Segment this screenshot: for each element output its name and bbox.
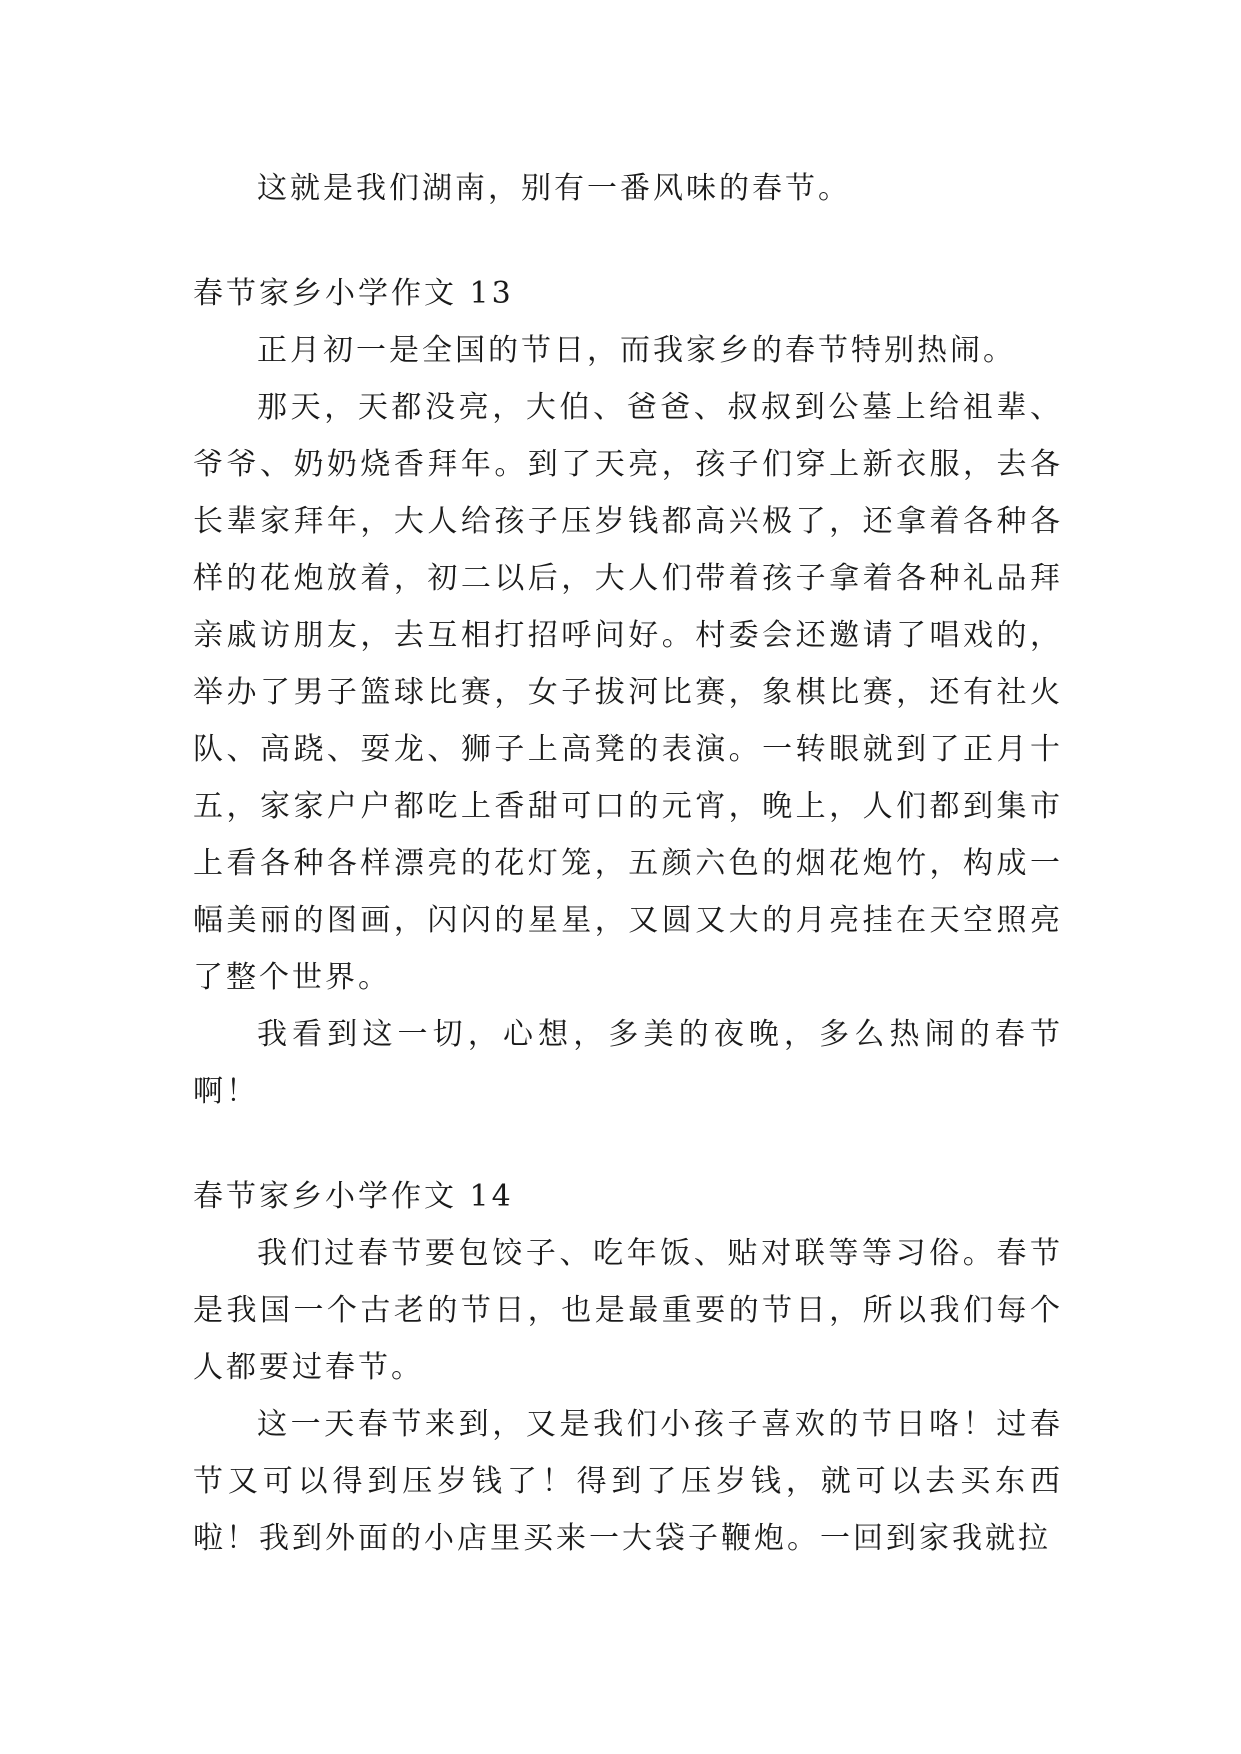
paragraph: 正月初一是全国的节日，而我家乡的春节特别热闹。 [257, 333, 1016, 368]
section-heading-13: 春节家乡小学作文 13 [193, 276, 514, 311]
paragraph: 这一天春节来到，又是我们小孩子喜欢的节日咯！过春节又可以得到压岁钱了！得到了压岁钱，就可以去买东西啦！我到外面的小店里买来一大袋子鞭炮。一回到家我就拉 [193, 1407, 1063, 1556]
intro-paragraph: 这就是我们湖南，别有一番风味的春节。 [257, 171, 851, 206]
paragraph: 那天，天都没亮，大伯、爸爸、叔叔到公墓上给祖辈、爷爷、奶奶烧香拜年。到了天亮，孩子们穿上新衣服，去各长辈家拜年，大人给孩子压岁钱都高兴极了，还拿着各种各样的花炮放着，初二以后，大人们带着孩子拿着各种礼品拜亲戚访朋友，去互相打招呼问好。村委会还邀请了唱戏的，举办了男子篮球比赛，女子拔河比赛，象棋比赛，还有社火队、高跷、耍龙、狮子上高凳的表演。一转眼就到了正月十五，家家户户都吃上香甜可口的元宵，晚上，人们都到集市上看各种各样漂亮的花灯笼，五颜六色的烟花炮竹，构成一幅美丽的图画，闪闪的星星，又圆又大的月亮挂在天空照亮了整个世界。 [193, 390, 1063, 995]
section-heading-14: 春节家乡小学作文 14 [193, 1179, 514, 1214]
paragraph: 我看到这一切，心想，多美的夜晚，多么热闹的春节啊！ [193, 1017, 1063, 1109]
paragraph: 我们过春节要包饺子、吃年饭、贴对联等等习俗。春节是我国一个古老的节日，也是最重要的节日，所以我们每个人都要过春节。 [193, 1236, 1063, 1385]
document-body [193, 160, 1063, 1567]
